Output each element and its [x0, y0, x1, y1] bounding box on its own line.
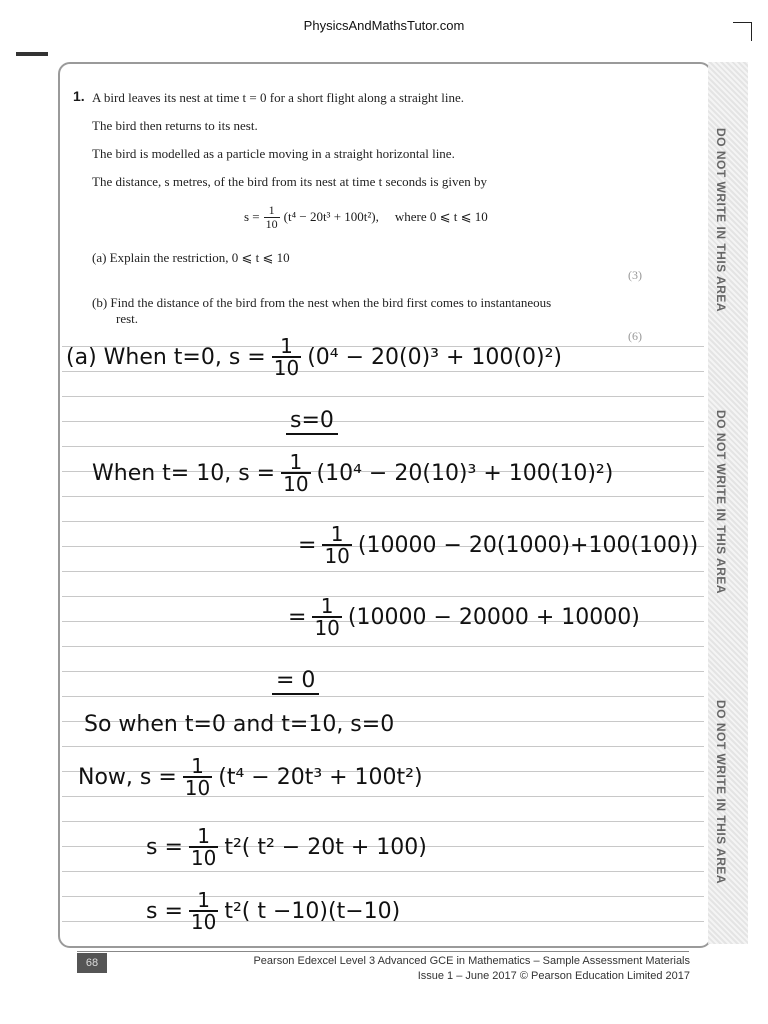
answer-line-6: = 0: [272, 668, 319, 695]
site-header: PhysicsAndMathsTutor.com: [303, 18, 465, 33]
answer-line-9: s = $\frac{1}{10}$ t²( t² − 20t + 100): [146, 824, 427, 870]
ruled-line: [62, 821, 704, 822]
ruled-line: [62, 871, 704, 872]
registration-mark: [16, 52, 48, 56]
answer-line-10: s = $\frac{1}{10}$ t²( t −10)(t−10): [146, 888, 401, 934]
corner-crop-mark: [733, 22, 752, 41]
marks-b: (6): [628, 329, 642, 343]
question-line: The bird is modelled as a particle moving in a straight horizontal line.: [92, 146, 455, 161]
ruled-line: [62, 521, 704, 522]
ruled-line: [62, 696, 704, 697]
ruled-line: [62, 571, 704, 572]
footer-rule: [77, 951, 689, 952]
answer-line-2: s=0: [286, 408, 338, 435]
answer-line-1: (a) When t=0, s = $\frac{1}{10}$ (0⁴ − 20(0)³ + 100(0)²): [66, 334, 562, 380]
answer-line-8: Now, s = $\frac{1}{10}$ (t⁴ − 20t³ + 100t²): [78, 754, 423, 800]
page-number: 68: [77, 953, 107, 973]
margin-label: DO NOT WRITE IN THIS AREA: [714, 128, 728, 313]
part-a-prompt: (a) Explain the restriction, 0 ⩽ t ⩽ 10: [92, 250, 290, 265]
ruled-line: [62, 496, 704, 497]
answer-frame: [58, 62, 712, 948]
margin-label: DO NOT WRITE IN THIS AREA: [714, 700, 728, 885]
ruled-line: [62, 421, 704, 422]
ruled-line: [62, 446, 704, 447]
question-line: The bird then returns to its nest.: [92, 118, 258, 133]
marks-a: (3): [628, 268, 642, 282]
question-number: 1.: [73, 88, 85, 104]
answer-line-5: = $\frac{1}{10}$ (10000 − 20000 + 10000): [288, 594, 640, 640]
footer-issue: Issue 1 – June 2017 © Pearson Education Limited 2017: [417, 970, 690, 982]
answer-line-4: = $\frac{1}{10}$ (10000 − 20(1000)+100(100)): [298, 522, 699, 568]
answer-line-7: So when t=0 and t=10, s=0: [84, 712, 395, 737]
footer-publisher: Pearson Edexcel Level 3 Advanced GCE in Mathematics – Sample Assessment Materials: [253, 955, 690, 967]
distance-formula: s = $\frac{1}{10}$ (t⁴ − 20t³ + 100t²), where 0 ⩽ t ⩽ 10: [244, 203, 488, 231]
question-line: The distance, s metres, of the bird from its nest at time t seconds is given by: [92, 174, 487, 189]
ruled-line: [62, 396, 704, 397]
answer-line-3: When t= 10, s = $\frac{1}{10}$ (10⁴ − 20(10)³ + 100(10)²): [92, 450, 614, 496]
part-b-prompt-cont: rest.: [116, 311, 139, 326]
part-b-prompt: (b) Find the distance of the bird from the nest when the bird first comes to instantaneous: [92, 295, 552, 310]
question-line: A bird leaves its nest at time t = 0 for a short flight along a straight line.: [92, 90, 464, 105]
ruled-line: [62, 746, 704, 747]
ruled-line: [62, 671, 704, 672]
margin-label: DO NOT WRITE IN THIS AREA: [714, 410, 728, 595]
ruled-line: [62, 646, 704, 647]
